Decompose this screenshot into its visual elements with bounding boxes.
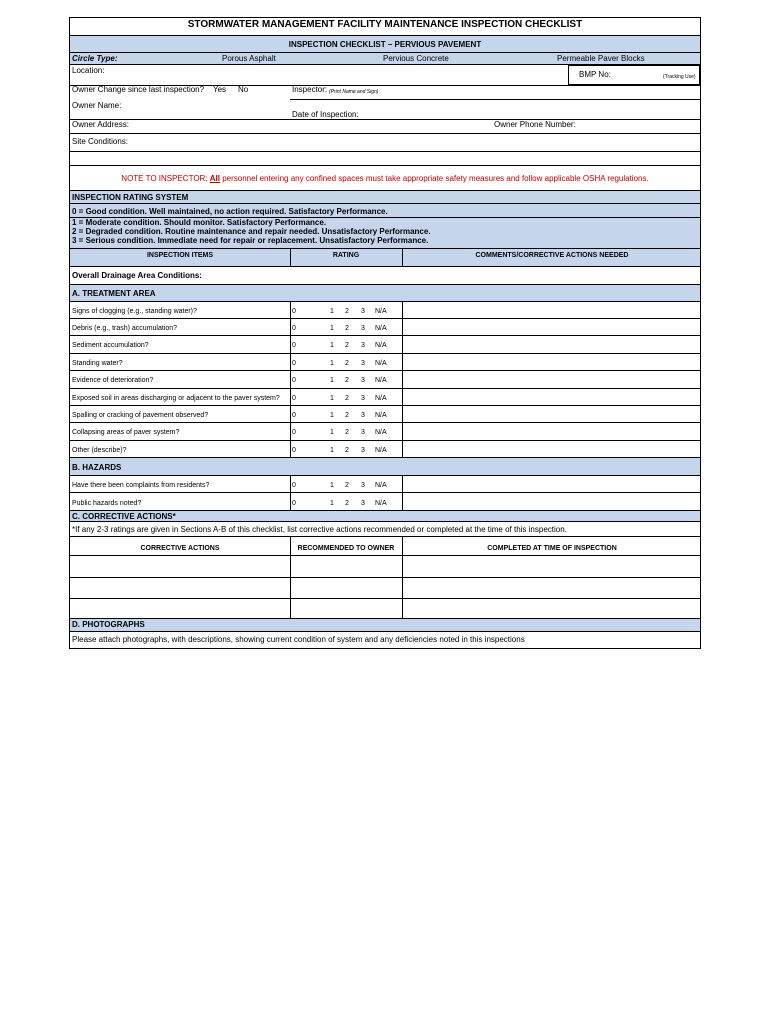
rating-option[interactable]: 2 (345, 395, 349, 402)
inspection-item: Sediment accumulation? (72, 342, 149, 349)
inspection-item: Signs of clogging (e.g., standing water)? (72, 308, 197, 315)
circle-option-porous-asphalt[interactable]: Porous Asphalt (222, 54, 276, 63)
owner-change-label: Owner Change since last inspection? (72, 85, 205, 94)
col-header-recommended: RECOMMENDED TO OWNER (297, 545, 395, 552)
rating-option[interactable]: 2 (345, 412, 349, 419)
form-title: STORMWATER MANAGEMENT FACILITY MAINTENANCE INSPECTION CHECKLIST (187, 19, 583, 30)
rating-option[interactable]: 1 (330, 395, 334, 402)
rating-option[interactable]: 0 (292, 342, 296, 349)
rating-option[interactable]: N/A (375, 342, 387, 349)
section-d-heading: D. PHOTOGRAPHS (72, 620, 145, 629)
rating-option[interactable]: 3 (361, 447, 365, 454)
rating-option[interactable]: 0 (292, 360, 296, 367)
circle-option-pervious-concrete[interactable]: Pervious Concrete (383, 54, 449, 63)
rating-option[interactable]: 1 (330, 447, 334, 454)
rating-option[interactable]: 2 (345, 429, 349, 436)
rating-option[interactable]: 3 (361, 308, 365, 315)
inspector-safety-note: NOTE TO INSPECTOR: All personnel entering any confined spaces must take appropriate safety measures and follow applicable OSHA regulations. (121, 174, 649, 183)
rating-options-row[interactable] (292, 377, 400, 387)
inspector-hint: (Print Name and Sign) (329, 89, 379, 95)
owner-change-yes[interactable]: Yes (213, 85, 227, 94)
rating-option[interactable]: 3 (361, 429, 365, 436)
inspection-item: Public hazards noted? (72, 500, 142, 507)
form-subtitle: INSPECTION CHECKLIST – PERVIOUS PAVEMENT (288, 40, 482, 49)
col-header-comments: COMMENTS/CORRECTIVE ACTIONS NEEDED (475, 252, 629, 259)
section-c-note: *If any 2-3 ratings are given in Sections A-B of this checklist, list corrective actions recommended or completed at the time of this inspection. (72, 525, 567, 534)
rating-options-row[interactable] (292, 325, 400, 335)
rating-option[interactable]: 2 (345, 377, 349, 384)
rating-option[interactable]: 1 (330, 412, 334, 419)
rating-option[interactable]: 1 (330, 308, 334, 315)
rating-option[interactable]: 1 (330, 360, 334, 367)
rating-option[interactable]: 1 (330, 482, 334, 489)
inspection-item: Collapsing areas of paver system? (72, 429, 180, 436)
rating-option[interactable]: 3 (361, 377, 365, 384)
col-header-corrective-actions: CORRECTIVE ACTIONS (140, 545, 220, 552)
rating-options-row[interactable] (292, 482, 400, 492)
rating-line-1: 1 = Moderate condition. Should monitor. Satisfactory Performance. (72, 218, 327, 227)
rating-options-row[interactable] (292, 412, 400, 422)
rating-option[interactable]: 2 (345, 482, 349, 489)
rating-option[interactable]: 0 (292, 482, 296, 489)
rating-option[interactable]: 0 (292, 377, 296, 384)
recommended-cell[interactable] (291, 556, 402, 577)
rating-options-row[interactable] (292, 429, 400, 439)
owner-address-label: Owner Address: (72, 120, 129, 129)
inspector-label: Inspector: (292, 85, 328, 94)
rating-option[interactable]: 3 (361, 395, 365, 402)
rating-system-heading: INSPECTION RATING SYSTEM (72, 193, 189, 202)
rating-option[interactable]: N/A (375, 447, 387, 454)
rating-option[interactable]: 2 (345, 360, 349, 367)
rating-option[interactable]: N/A (375, 500, 387, 507)
section-b-heading: B. HAZARDS (72, 463, 122, 472)
rating-options-row[interactable] (292, 360, 400, 370)
owner-phone-label: Owner Phone Number: (494, 120, 576, 129)
rating-option[interactable]: 0 (292, 395, 296, 402)
section-c-heading: C. CORRECTIVE ACTIONS* (72, 512, 176, 521)
inspection-item: Debris (e.g., trash) accumulation? (72, 325, 178, 332)
bmp-no-label: BMP No: (579, 70, 611, 79)
rating-option[interactable]: 0 (292, 500, 296, 507)
date-of-inspection-label: Date of Inspection: (292, 110, 359, 119)
rating-option[interactable]: 3 (361, 500, 365, 507)
completed-cell[interactable] (403, 556, 701, 577)
rating-option[interactable]: 0 (292, 308, 296, 315)
circle-option-permeable-pavers[interactable]: Permeable Paver Blocks (557, 54, 645, 63)
rating-options-row[interactable] (292, 395, 400, 405)
rating-option[interactable]: N/A (375, 360, 387, 367)
location-label: Location: (72, 66, 105, 75)
inspection-item: Standing water? (72, 360, 123, 367)
inspection-checklist-form (69, 17, 701, 649)
overall-drainage-label: Overall Drainage Area Conditions: (72, 271, 202, 280)
inspection-item: Exposed soil in areas discharging or adjacent to the paver system? (72, 395, 280, 402)
rating-option[interactable]: N/A (375, 377, 387, 384)
rating-option[interactable]: N/A (375, 412, 387, 419)
corrective-action-cell[interactable] (70, 556, 290, 577)
site-conditions-label: Site Conditions: (72, 137, 129, 146)
rating-option[interactable]: 1 (330, 325, 334, 332)
rating-options-row[interactable] (292, 308, 400, 318)
rating-option[interactable]: 3 (361, 360, 365, 367)
rating-option[interactable]: 2 (345, 447, 349, 454)
rating-option[interactable]: 0 (292, 325, 296, 332)
owner-change-no[interactable]: No (238, 85, 249, 94)
rating-option[interactable]: 3 (361, 325, 365, 332)
rating-option[interactable]: 1 (330, 342, 334, 349)
rating-option[interactable]: 1 (330, 500, 334, 507)
rating-option[interactable]: 2 (345, 342, 349, 349)
inspection-item: Spalling or cracking of pavement observed? (72, 412, 209, 419)
rating-option[interactable]: N/A (375, 482, 387, 489)
rating-option[interactable]: 2 (345, 500, 349, 507)
col-header-items: INSPECTION ITEMS (146, 252, 214, 259)
inspection-item: Have there been complaints from residents? (72, 482, 210, 489)
rating-option[interactable]: 0 (292, 412, 296, 419)
rating-options-row[interactable] (292, 342, 400, 352)
inspection-item: Other (describe)? (72, 447, 127, 454)
rating-option[interactable]: N/A (375, 325, 387, 332)
circle-type-label: Circle Type: (72, 54, 118, 63)
rating-option[interactable]: 1 (330, 377, 334, 384)
bmp-tracking-hint: (Tracking Use) (663, 74, 696, 80)
rating-option[interactable]: 0 (292, 447, 296, 454)
rating-line-3: 3 = Serious condition. Immediate need for repair or replacement. Unsatisfactory Performance. (72, 236, 429, 245)
section-a-heading: A. TREATMENT AREA (72, 289, 156, 298)
rating-option[interactable]: N/A (375, 308, 387, 315)
col-header-completed: COMPLETED AT TIME OF INSPECTION (487, 545, 617, 552)
rating-option[interactable]: 0 (292, 429, 296, 436)
rating-option[interactable]: 1 (330, 429, 334, 436)
inspection-item: Evidence of deterioration? (72, 377, 154, 384)
owner-name-label: Owner Name: (72, 101, 122, 110)
rating-options-row[interactable] (292, 500, 400, 510)
rating-option[interactable]: 2 (345, 325, 349, 332)
col-header-rating: RATING (332, 252, 360, 259)
rating-option[interactable]: 3 (361, 412, 365, 419)
rating-option[interactable]: N/A (375, 429, 387, 436)
bmp-number-field[interactable] (568, 65, 700, 85)
rating-line-0: 0 = Good condition. Well maintained, no action required. Satisfactory Performance. (72, 207, 388, 216)
rating-option[interactable]: 3 (361, 482, 365, 489)
rating-options-row[interactable] (292, 447, 400, 457)
rating-option[interactable]: N/A (375, 395, 387, 402)
section-d-note: Please attach photographs, with descriptions, showing current condition of system and any deficiencies noted in this inspections (72, 635, 525, 644)
rating-option[interactable]: 2 (345, 308, 349, 315)
rating-line-2: 2 = Degraded condition. Routine maintenance and repair needed. Unsatisfactory Performance. (72, 227, 431, 236)
rating-option[interactable]: 3 (361, 342, 365, 349)
